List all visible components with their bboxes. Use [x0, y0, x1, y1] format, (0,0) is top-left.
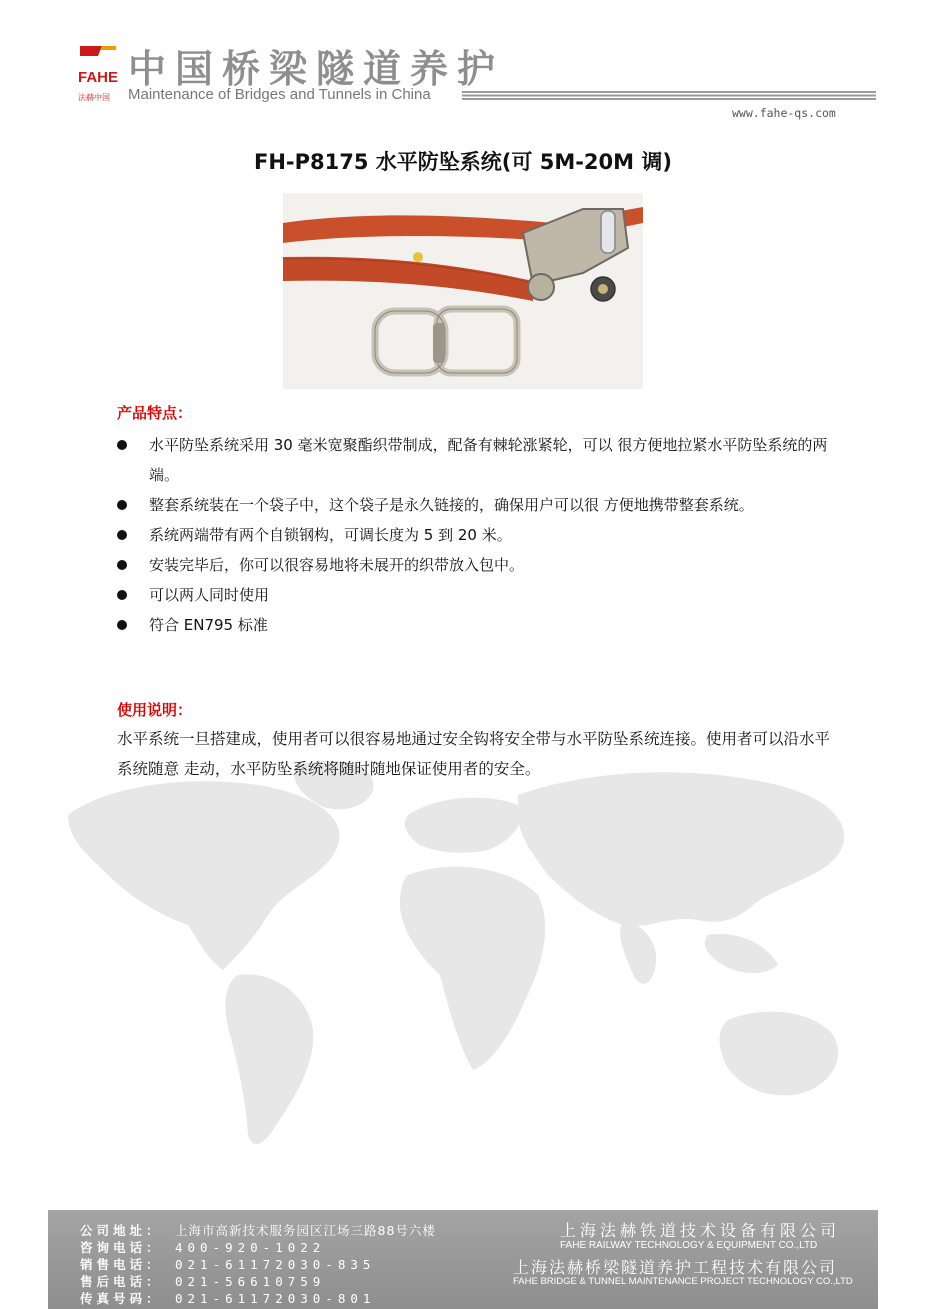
logo-text: FAHE — [78, 69, 119, 86]
feature-item — [117, 580, 837, 610]
contact-value: 上海市高新技术服务园区江场三路88号六楼 — [175, 1223, 436, 1238]
features-list — [117, 430, 837, 640]
feature-text: 符合 EN795 标准 — [149, 616, 268, 634]
contact-label: 咨询电话： — [80, 1240, 163, 1255]
usage-heading: 使用说明： — [117, 701, 193, 719]
bullet-icon — [117, 530, 127, 540]
company1-name-en: FAHE RAILWAY TECHNOLOGY & EQUIPMENT CO.,LTD — [560, 1240, 818, 1251]
feature-item — [117, 610, 837, 640]
fahe-logo — [76, 42, 120, 104]
header-title-cn: 中国桥梁隧道养护 — [128, 47, 505, 91]
contact-label: 传真号码： — [80, 1291, 163, 1306]
world-map-watermark — [48, 755, 880, 1155]
company2-name-en: FAHE BRIDGE & TUNNEL MAINTENANCE PROJECT TECHNOLOGY CO.,LTD — [513, 1276, 853, 1287]
contact-value: 400-920-1022 — [175, 1240, 326, 1255]
product-title: FH-P8175 水平防坠系统(可 5M-20M 调) — [254, 150, 672, 174]
feature-item — [117, 520, 837, 550]
bullet-icon — [117, 620, 127, 630]
contact-value: 021-61172030-801 — [175, 1291, 376, 1306]
contact-after-sales — [80, 1273, 436, 1290]
header-title-en: Maintenance of Bridges and Tunnels in China — [128, 86, 431, 103]
contact-value: 021-61172030-835 — [175, 1257, 376, 1272]
contact-value: 021-56610759 — [175, 1274, 326, 1289]
bullet-icon — [117, 500, 127, 510]
website-url: www.fahe-qs.com — [732, 106, 836, 120]
feature-text: 系统两端带有两个自锁钢构，可调长度为 5 到 20 米。 — [149, 526, 512, 544]
company1-name-cn: 上海法赫铁道技术设备有限公司 — [560, 1221, 841, 1240]
bullet-icon — [117, 590, 127, 600]
bullet-icon — [117, 560, 127, 570]
contact-label: 售后电话： — [80, 1274, 163, 1289]
feature-text: 安装完毕后，你可以很容易地将未展开的织带放入包中。 — [149, 556, 525, 574]
logo-caption: 法赫中国 — [78, 93, 110, 102]
contact-label: 销售电话： — [80, 1257, 163, 1272]
company2-name-cn: 上海法赫桥梁隧道养护工程技术有限公司 — [513, 1258, 838, 1277]
usage-paragraph: 水平系统一旦搭建成，使用者可以很容易地通过安全钩将安全带与水平防坠系统连接。使用者可以沿水平系统随意 走动，水平防坠系统将随时随地保证使用者的安全。 — [117, 730, 831, 778]
contact-fax — [80, 1290, 436, 1307]
contact-address — [80, 1222, 436, 1239]
feature-item — [117, 430, 837, 490]
contact-label: 公司地址： — [80, 1223, 163, 1238]
features-heading: 产品特点： — [117, 404, 193, 422]
feature-text: 整套系统装在一个袋子中，这个袋子是永久链接的，确保用户可以很 方便地携带整套系统。 — [149, 496, 754, 514]
product-photo — [283, 193, 643, 389]
feature-item — [117, 550, 837, 580]
feature-text: 可以两人同时使用 — [149, 586, 270, 604]
footer-contacts — [80, 1222, 436, 1307]
contact-hotline — [80, 1239, 436, 1256]
feature-item — [117, 490, 837, 520]
bullet-icon — [117, 440, 127, 450]
feature-text: 水平防坠系统采用 30 毫米宽聚酯织带制成，配备有棘轮涨紧轮，可以 很方便地拉紧水平防坠系统的两端。 — [149, 436, 828, 484]
contact-sales — [80, 1256, 436, 1273]
header-divider — [462, 91, 876, 100]
